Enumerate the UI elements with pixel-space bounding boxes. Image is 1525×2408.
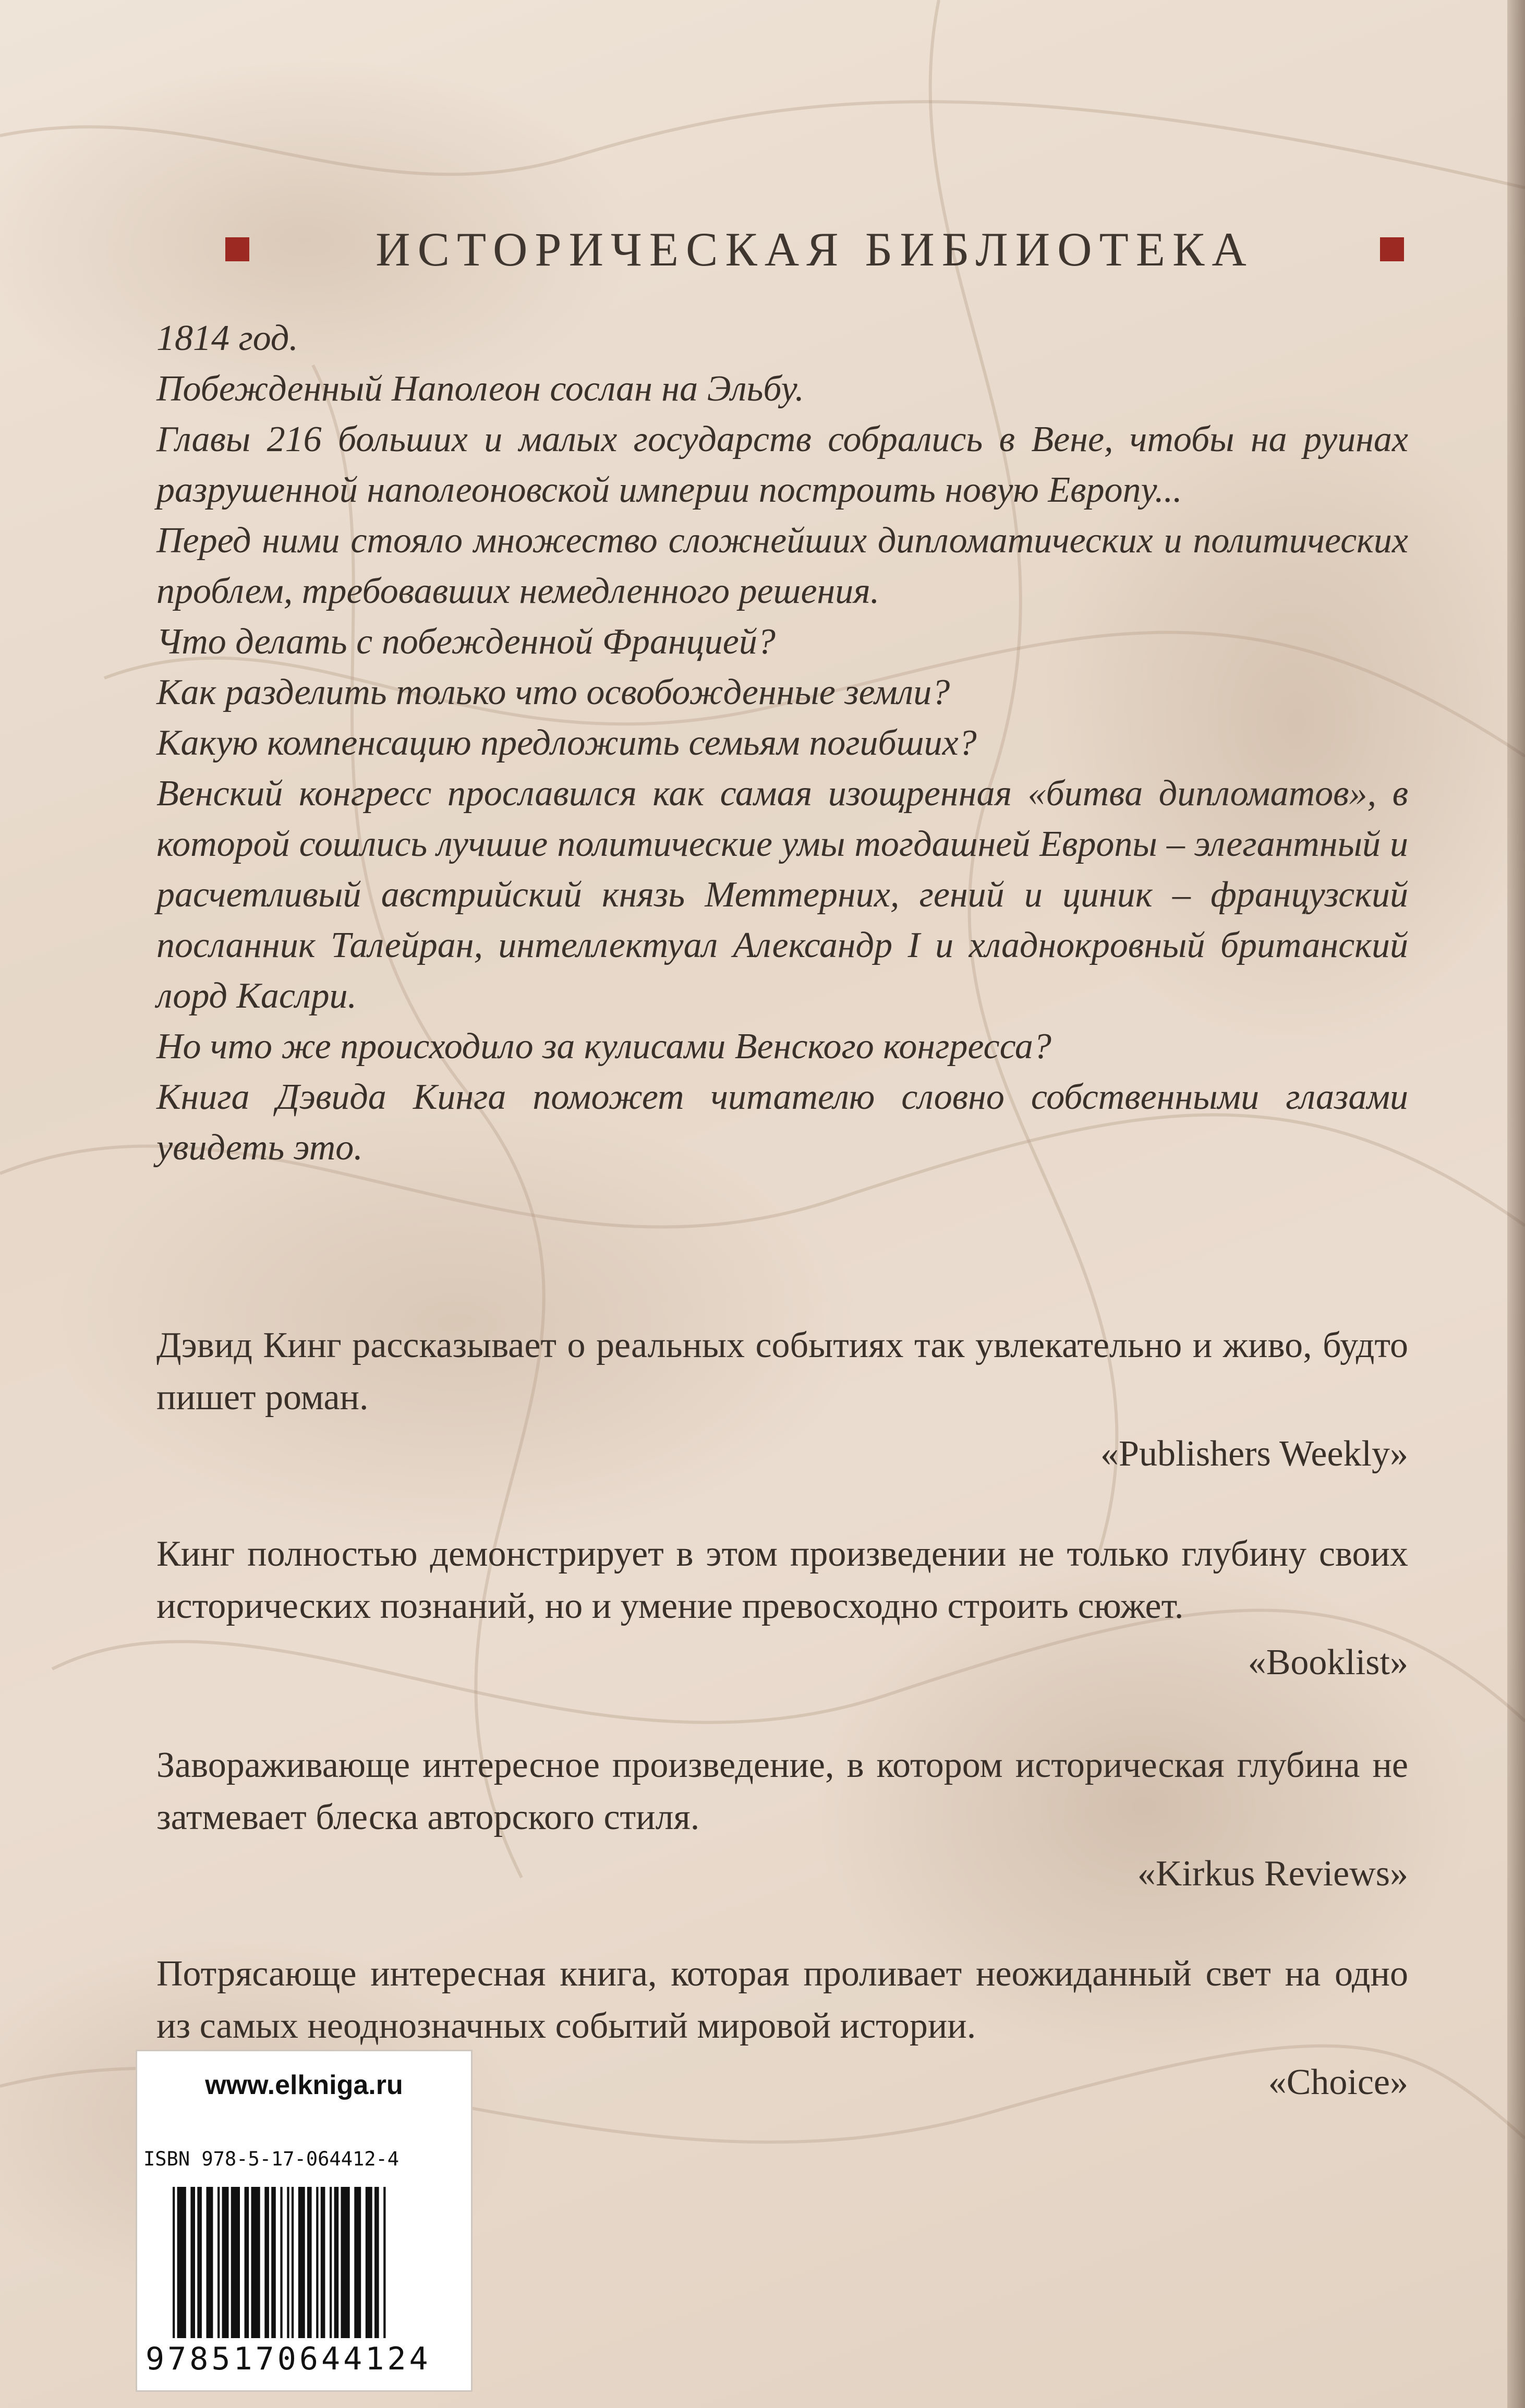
series-header (225, 211, 1404, 289)
review-source: «Publishers Weekly» (1100, 1434, 1408, 1474)
barcode-bar (374, 2187, 379, 2338)
review-text: Дэвид Кинг рассказывает о реальных событиях так увлекательно и живо, будто пишет роман. (156, 1325, 1408, 1418)
review-kirkus (156, 1739, 1408, 1900)
barcode-bar (316, 2187, 318, 2338)
blurb-paragraph: Главы 216 больших и малых государств собрались в Вене, чтобы на руинах разрушенной наполеоновской империи построить новую Европу... (156, 419, 1408, 510)
barcode-bar (354, 2187, 361, 2338)
barcode-bar (207, 2187, 213, 2338)
barcode-bar (231, 2187, 240, 2338)
barcode-bar (190, 2187, 195, 2338)
barcode-bar (330, 2187, 332, 2338)
barcode-bar (321, 2187, 325, 2338)
review-source: «Booklist» (1248, 1642, 1408, 1683)
blurb-paragraph: Как разделить только что освобожденные земли? (156, 672, 950, 712)
blurb (156, 313, 1408, 1173)
blurb-paragraph: Перед ними стояло множество сложнейших дипломатических и политических проблем, требовавших немедленного решения. (156, 521, 1408, 611)
book-spine-edge (1507, 0, 1525, 2408)
barcode-bar (251, 2187, 260, 2338)
blurb-paragraph: Побежденный Наполеон сослан на Эльбу. (156, 369, 804, 409)
barcode-bar (292, 2187, 294, 2338)
blurb-paragraph: Что делать с побежденной Францией? (156, 622, 776, 662)
barcode (173, 2187, 465, 2338)
blurb-paragraph: Венский конгресс прославился как самая изощренная «битва дипломатов», в которой сошлись лучшие политические умы тогдашней Европы – элегантный и расчетливый австрийский князь Меттерних, гений и циник – французский посланник Талейран, интеллектуал Александр I и хладнокровный британский лорд Каслри. (156, 773, 1408, 1016)
isbn-text: ISBN 978-5-17-064412-4 (143, 2148, 400, 2170)
barcode-bar (222, 2187, 229, 2338)
review-publishers-weekly (156, 1320, 1408, 1480)
left-square-ornament (225, 237, 249, 261)
blurb-paragraph: Но что же происходило за кулисами Венского конгресса? (156, 1026, 1051, 1067)
series-title: ИСТОРИЧЕСКАЯ БИБЛИОТЕКА (376, 223, 1254, 276)
barcode-bar (307, 2187, 312, 2338)
barcode-bar (341, 2187, 350, 2338)
review-text: Завораживающе интересное произведение, в котором историческая глубина не затмевает блеска авторского стиля. (156, 1745, 1408, 1837)
publisher-url: www.elkniga.ru (205, 2070, 403, 2100)
barcode-label (136, 2050, 473, 2392)
review-text: Потрясающе интересная книга, которая проливает неожиданный свет на одно из самых неоднозначных событий мировой истории. (156, 1954, 1408, 2046)
blurb-paragraph: Книга Дэвида Кинга поможет читателю словно собственными глазами увидеть это. (156, 1077, 1408, 1168)
blurb-paragraph: Какую компенсацию предложить семьям погибших? (156, 723, 977, 763)
barcode-bar (177, 2187, 186, 2338)
blurb-paragraph: 1814 год. (156, 318, 298, 358)
barcode-digits: 9785170644124 (146, 2341, 431, 2377)
barcode-bar (245, 2187, 249, 2338)
right-square-ornament (1380, 237, 1404, 261)
barcode-bar (366, 2187, 372, 2338)
barcode-bar (298, 2187, 305, 2338)
review-booklist (156, 1528, 1408, 1689)
barcode-bar (280, 2187, 282, 2338)
review-source: «Kirkus Reviews» (1137, 1854, 1408, 1894)
barcode-bar (287, 2187, 289, 2338)
barcode-bar (217, 2187, 220, 2338)
barcode-bar (197, 2187, 202, 2338)
review-text: Кинг полностью демонстрирует в этом произведении не только глубину своих исторических познаний, но и умение превосходно строить сюжет. (156, 1534, 1408, 1626)
barcode-bar (173, 2187, 175, 2338)
barcode-bar (334, 2187, 339, 2338)
barcode-bar (271, 2187, 276, 2338)
review-source: «Choice» (1268, 2062, 1408, 2102)
barcode-bar (264, 2187, 269, 2338)
barcode-bar (383, 2187, 385, 2338)
